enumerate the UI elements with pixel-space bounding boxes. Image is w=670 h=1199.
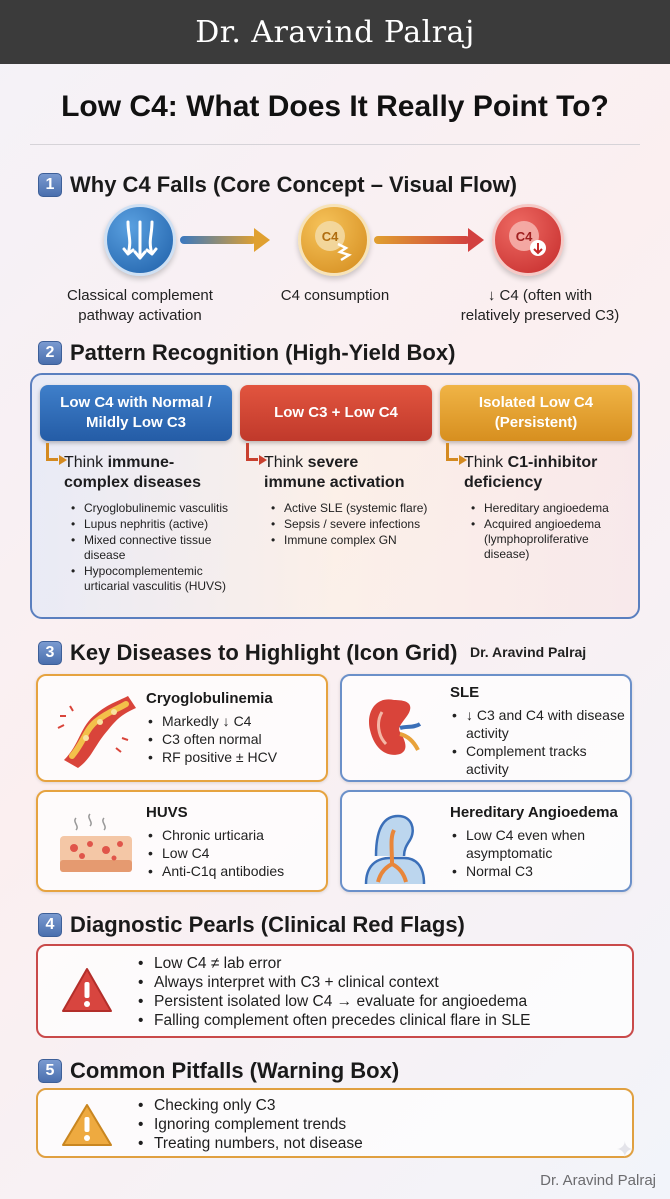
section4-number: 4 xyxy=(38,913,62,937)
list-item: • Always interpret with C3 + clinical context xyxy=(136,973,531,992)
section3-header xyxy=(38,640,458,666)
list-item: • Markedly ↓ C4 xyxy=(146,712,277,730)
section3-number: 3 xyxy=(38,641,62,665)
pitfalls-list xyxy=(136,1096,363,1153)
list-item: • Normal C3 xyxy=(450,862,628,880)
list-item: • Cryoglobulinemic vasculitis xyxy=(70,501,232,516)
list-item: • Hypocomplementemic urticarial vasculitis (HUVS) xyxy=(70,564,232,594)
pattern-pill-2: Low C3 + Low C4 xyxy=(240,385,432,441)
pattern-box xyxy=(30,373,640,619)
pattern-col-isolated-c4 xyxy=(440,385,632,563)
think-2-bold2: immune activation xyxy=(264,474,405,491)
sparkle-icon: ✦ xyxy=(615,1137,634,1162)
think-3-bold1: C1-inhibitor xyxy=(507,454,598,471)
think-1-bold1: immune- xyxy=(107,454,175,471)
pattern-pill-1-line2: Mildly Low C3 xyxy=(85,414,186,431)
list-item: • Ignoring complement trends xyxy=(136,1115,363,1134)
pattern-pill-1-line1: Low C4 with Normal / xyxy=(60,394,212,411)
card-title: HUVS xyxy=(146,804,188,821)
pattern-list-1 xyxy=(70,501,232,594)
list-item: • Chronic urticaria xyxy=(146,826,284,844)
pattern-think-2 xyxy=(240,453,432,493)
section5-number: 5 xyxy=(38,1059,62,1083)
author-watermark: Dr. Aravind Palraj xyxy=(470,644,587,660)
section3-title: Key Diseases to Highlight (Icon Grid) xyxy=(70,640,458,665)
skin-urticaria-icon xyxy=(50,804,140,884)
section4-header xyxy=(38,912,465,938)
pattern-col-both-low xyxy=(240,385,432,549)
think-arrow-icon xyxy=(440,453,464,493)
card-list xyxy=(450,826,628,880)
section2-header xyxy=(38,340,455,366)
warning-icon xyxy=(60,966,114,1019)
card-sle xyxy=(340,674,632,782)
think-2-plain: Think xyxy=(264,454,308,471)
step1-label xyxy=(40,286,240,326)
airway-icon xyxy=(354,804,434,884)
list-item: • Low C4 xyxy=(146,844,284,862)
list-item: • Anti-C1q antibodies xyxy=(146,862,284,880)
list-item: • Lupus nephritis (active) xyxy=(70,517,232,532)
c4-down-icon xyxy=(492,204,564,276)
list-item: • Falling complement often precedes clinical flare in SLE xyxy=(136,1011,531,1030)
pattern-pill-1 xyxy=(40,385,232,441)
card-list xyxy=(146,826,284,880)
section5-title: Common Pitfalls (Warning Box) xyxy=(70,1058,400,1083)
list-item: • Low C4 even when asymptomatic xyxy=(450,826,628,862)
step2-label: C4 consumption xyxy=(280,287,390,304)
section2-number: 2 xyxy=(38,341,62,365)
card-cryoglobulinemia xyxy=(36,674,328,782)
step3-label xyxy=(440,286,640,326)
card-huvs xyxy=(36,790,328,892)
flow-arrow-2 xyxy=(374,236,470,244)
card-title: SLE xyxy=(450,684,480,701)
section4-title: Diagnostic Pearls (Clinical Red Flags) xyxy=(70,912,465,937)
pattern-pill-3-line1: Isolated Low C4 xyxy=(478,394,594,411)
section2-title: Pattern Recognition (High-Yield Box) xyxy=(70,340,456,365)
section5-header xyxy=(38,1058,399,1084)
title-divider xyxy=(30,144,640,145)
caution-icon xyxy=(60,1102,114,1153)
card-title: Cryoglobulinemia xyxy=(146,690,273,707)
list-item: • Sepsis / severe infections xyxy=(270,517,432,532)
list-item: • Mixed connective tissue disease xyxy=(70,533,232,563)
think-arrow-icon xyxy=(40,453,64,493)
pattern-think-1 xyxy=(40,453,232,493)
pattern-pill-3-line2: (Persistent) xyxy=(494,414,578,431)
pattern-think-3 xyxy=(440,453,632,493)
list-item: • Complement tracks activity xyxy=(450,742,626,778)
list-item: • Treating numbers, not disease xyxy=(136,1134,363,1153)
list-item: • Hereditary angioedema xyxy=(470,501,632,516)
think-arrow-icon xyxy=(240,453,264,493)
pattern-col-normal-c3 xyxy=(40,385,232,595)
kidney-icon xyxy=(354,688,434,768)
header-author: Dr. Aravind Palraj xyxy=(195,14,475,50)
list-item: • ↓ C3 and C4 with disease activity xyxy=(450,706,626,742)
think-2-bold1: severe xyxy=(307,454,359,471)
list-item: • Active SLE (systemic flare) xyxy=(270,501,432,516)
list-item: • C3 often normal xyxy=(146,730,277,748)
list-item: • RF positive ± HCV xyxy=(146,748,277,766)
step3-label-line2: relatively preserved C3) xyxy=(460,307,620,324)
list-item: • Checking only C3 xyxy=(136,1096,363,1115)
footer-watermark: Dr. Aravind Palraj xyxy=(540,1172,656,1189)
split-arrows-icon xyxy=(104,204,176,276)
list-item: • Acquired angioedema (lymphoproliferative disease) xyxy=(470,517,632,562)
think-1-bold2: complex diseases xyxy=(64,474,201,491)
list-item: • Low C4 ≠ lab error xyxy=(136,954,531,973)
pattern-list-3 xyxy=(470,501,632,562)
page-title: Low C4: What Does It Really Point To? xyxy=(61,90,609,123)
c4-consumed-icon xyxy=(298,204,370,276)
think-3-plain: Think xyxy=(464,454,508,471)
card-list xyxy=(450,706,626,778)
section1-number: 1 xyxy=(38,173,62,197)
pattern-pill-3 xyxy=(440,385,632,441)
think-1-plain: Think xyxy=(64,454,108,471)
blood-vessel-icon xyxy=(50,688,140,768)
card-hereditary-angioedema xyxy=(340,790,632,892)
header-bar xyxy=(0,0,670,64)
card-list xyxy=(146,712,277,766)
step1-label-line2: pathway activation xyxy=(78,307,202,324)
step2-icon-text: C4 xyxy=(321,229,339,244)
step1-label-line1: Classical complement xyxy=(67,287,213,304)
step3-icon-text: C4 xyxy=(515,229,533,244)
pearls-box xyxy=(36,944,634,1038)
pearls-list xyxy=(136,954,531,1030)
section1-header xyxy=(38,172,517,198)
list-item: • Persistent isolated low C4 → evaluate for angioedema xyxy=(136,992,531,1011)
pattern-list-2 xyxy=(270,501,432,548)
pitfalls-box xyxy=(36,1088,634,1158)
think-3-bold2: deficiency xyxy=(464,474,543,491)
list-item: • Immune complex GN xyxy=(270,533,432,548)
card-title: Hereditary Angioedema xyxy=(450,804,618,821)
step3-label-line1: ↓ C4 (often with xyxy=(487,287,593,304)
section1-title: Why C4 Falls (Core Concept – Visual Flow) xyxy=(70,172,518,197)
flow-arrow-1 xyxy=(180,236,256,244)
